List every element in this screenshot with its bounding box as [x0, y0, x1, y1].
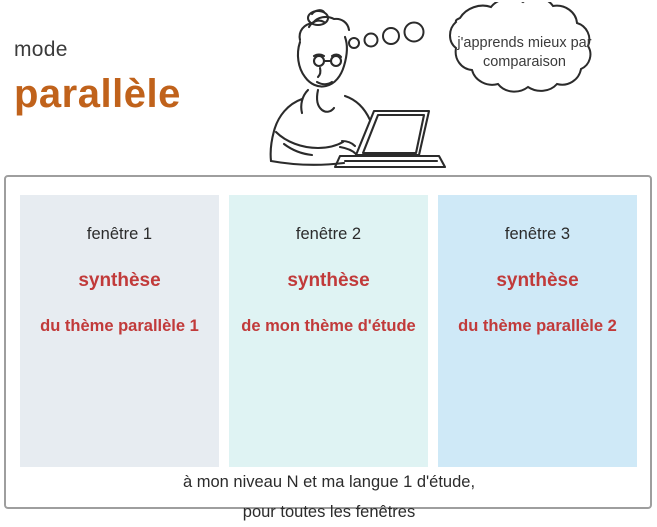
footer-note-line-1: à mon niveau N et ma langue 1 d'étude, [182, 473, 476, 491]
footer-note-line-2: pour toutes les fenêtres [242, 503, 416, 521]
column-3-description: du thème parallèle 2 [458, 317, 617, 335]
column-2-window-label: fenêtre 2 [295, 225, 362, 243]
column-fenetre-2 [229, 195, 428, 467]
column-3-window-label: fenêtre 3 [504, 225, 571, 243]
thought-bubble-text: j'apprends mieux par comparaison [457, 35, 592, 70]
main-panel [4, 175, 652, 521]
column-fenetre-3 [438, 195, 637, 467]
mode-title: parallèle [14, 72, 181, 116]
column-1-window-label: fenêtre 1 [86, 225, 153, 243]
column-fenetre-1 [20, 195, 219, 467]
columns-container [20, 195, 638, 467]
column-1-description: du thème parallèle 1 [40, 317, 199, 335]
column-3-synthesis-label: synthèse [496, 270, 579, 291]
column-2-synthesis-label: synthèse [287, 270, 370, 291]
header [0, 0, 657, 172]
column-1-synthesis-label: synthèse [78, 270, 161, 291]
column-2-description: de mon thème d'étude [241, 317, 416, 335]
mode-label: mode [14, 38, 68, 61]
footer-note [20, 467, 638, 527]
